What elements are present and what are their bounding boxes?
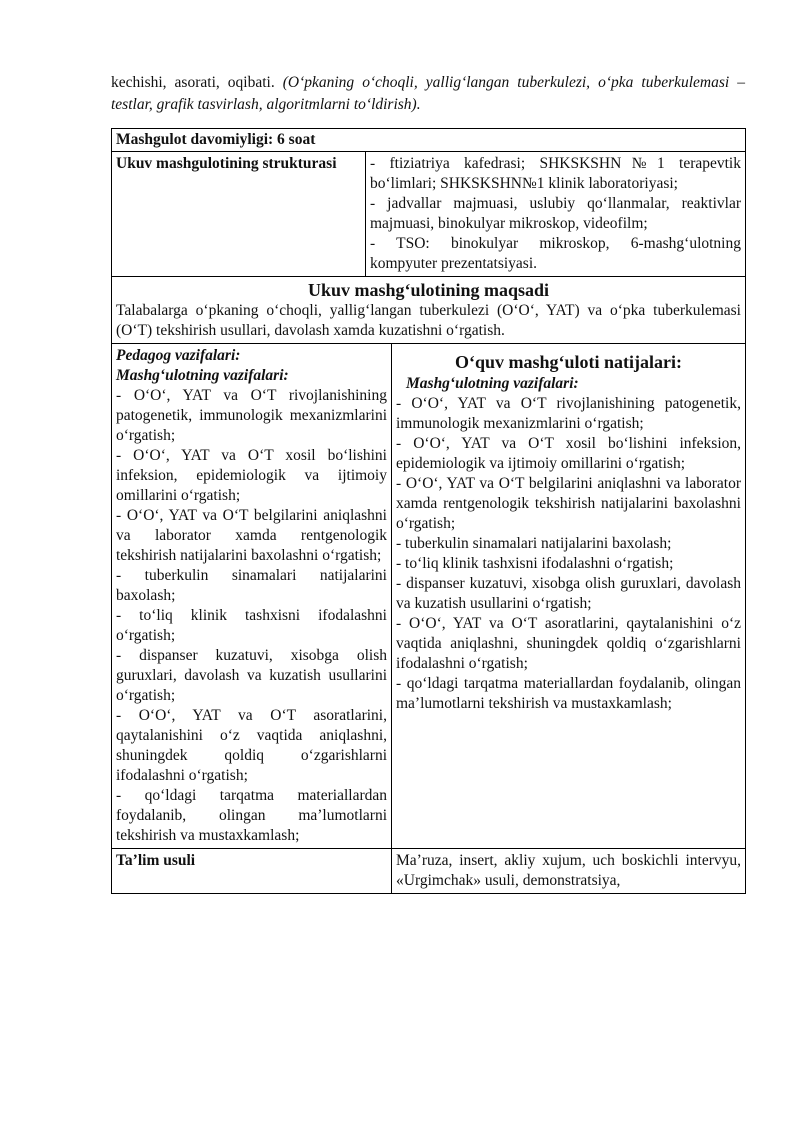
- list-item: - tuberkulin sinamalari natijalarini baxolash;: [116, 567, 387, 604]
- goal-text: Talabalarga o‘pkaning o‘choqli, yallig‘langan tuberkulezi (O‘O‘, YAT) va o‘pka tuberkulemasi (O‘T) tekshirish usullari, davolash xamda kuzatishni o‘rgatish.: [116, 302, 741, 339]
- results-title: O‘quv mashg‘uloti natijalari:: [454, 352, 682, 372]
- pedagog-tasks-cell: [112, 344, 392, 849]
- structure-item: - ftiziatriya kafedrasi; SHKSKSHN№1 terapevtik bo‘limlari; SHKSKSHN№1 klinik laboratoriyasi;: [370, 155, 741, 192]
- list-item: - dispanser kuzatuvi, xisobga olish guruxlari, davolash va kuzatish usullarini o‘rgatish;: [116, 647, 387, 704]
- intro-italic-text: (O‘pkaning o‘choqli, yallig‘langan tuberkulezi, o‘pka tuberkulemasi – testlar, grafik tasvirlash, algoritmlarni to‘ldirish).: [111, 74, 745, 113]
- document-page: [111, 72, 745, 894]
- results-cell: [392, 344, 746, 849]
- structure-item: - TSO: binokulyar mikroskop, 6-mashg‘ulotning kompyuter prezentatsiyasi.: [370, 235, 741, 272]
- goal-row: [112, 277, 746, 344]
- pedagog-tasks-title: Pedagog vazifalari:: [116, 347, 241, 364]
- duration-row: [112, 129, 746, 152]
- list-item: - O‘O‘, YAT va O‘T asoratlarini, qaytalanishini o‘z vaqtida aniqlashni, shuningdek qoldiq o‘zgarishlarni ifodalashni o‘rgatish;: [396, 615, 741, 672]
- lesson-table: [111, 128, 746, 894]
- list-item: - qo‘ldagi tarqatma materiallardan foydalanib, olingan ma’lumotlarni tekshirish va mustaxkamlash;: [116, 787, 387, 844]
- intro-paragraph: [111, 72, 745, 116]
- list-item: - O‘O‘, YAT va O‘T belgilarini aniqlashni va laborator xamda rentgenologik tekshirish natijalarini baxolashni o‘rgatish;: [116, 507, 387, 564]
- list-item: - O‘O‘, YAT va O‘T xosil bo‘lishini infeksion, epidemiologik va ijtimoiy omillarini o‘rgatish;: [116, 447, 387, 504]
- duration-cell: Mashgulot davomiyligi: 6 soat: [112, 129, 746, 152]
- goal-cell: [112, 277, 746, 344]
- method-row: [112, 849, 746, 894]
- list-item: - tuberkulin sinamalari natijalarini baxolash;: [396, 535, 672, 552]
- list-item: - O‘O‘, YAT va O‘T rivojlanishining patogenetik, immunologik mexanizmlarini o‘rgatish;: [116, 387, 387, 444]
- method-label: Ta’lim usuli: [112, 849, 392, 894]
- list-item: - qo‘ldagi tarqatma materiallardan foydalanib, olingan ma’lumotlarni tekshirish va mustaxkamlash;: [396, 675, 741, 712]
- list-item: - to‘liq klinik tashxisni ifodalashni o‘rgatish;: [396, 555, 674, 572]
- list-item: - to‘liq klinik tashxisni ifodalashni o‘rgatish;: [116, 607, 387, 644]
- list-item: - O‘O‘, YAT va O‘T belgilarini aniqlashni va laborator xamda rentgenologik tekshirish natijalarini baxolashni o‘rgatish;: [396, 475, 741, 532]
- method-text: Ma’ruza, insert, akliy xujum, uch boskichli intervyu, «Urgimchak» usuli, demonstratsiya,: [392, 849, 746, 894]
- results-tasks-title: Mashg‘ulotning vazifalari:: [406, 375, 579, 392]
- lesson-tasks-title: Mashg‘ulotning vazifalari:: [116, 367, 289, 384]
- structure-content: [366, 152, 746, 277]
- list-item: - O‘O‘, YAT va O‘T rivojlanishining patogenetik, immunologik mexanizmlarini o‘rgatish;: [396, 395, 741, 432]
- tasks-row: [112, 344, 746, 849]
- intro-plain-text: kechishi, asorati, oqibati.: [111, 74, 283, 91]
- list-item: - O‘O‘, YAT va O‘T asoratlarini, qaytalanishini o‘z vaqtida aniqlashni, shuningdek qoldiq o‘zgarishlarni ifodalashni o‘rgatish;: [116, 707, 387, 784]
- structure-item: - jadvallar majmuasi, uslubiy qo‘llanmalar, reaktivlar majmuasi, binokulyar mikroskop, videofilm;: [370, 195, 741, 232]
- structure-row: [112, 152, 746, 277]
- structure-label: Ukuv mashgulotining strukturasi: [112, 152, 366, 277]
- list-item: - dispanser kuzatuvi, xisobga olish guruxlari, davolash va kuzatish usullarini o‘rgatish;: [396, 575, 741, 612]
- list-item: - O‘O‘, YAT va O‘T xosil bo‘lishini infeksion, epidemiologik va ijtimoiy omillarini o‘rgatish;: [396, 435, 741, 472]
- goal-title: Ukuv mashg‘ulotining maqsadi: [307, 280, 550, 300]
